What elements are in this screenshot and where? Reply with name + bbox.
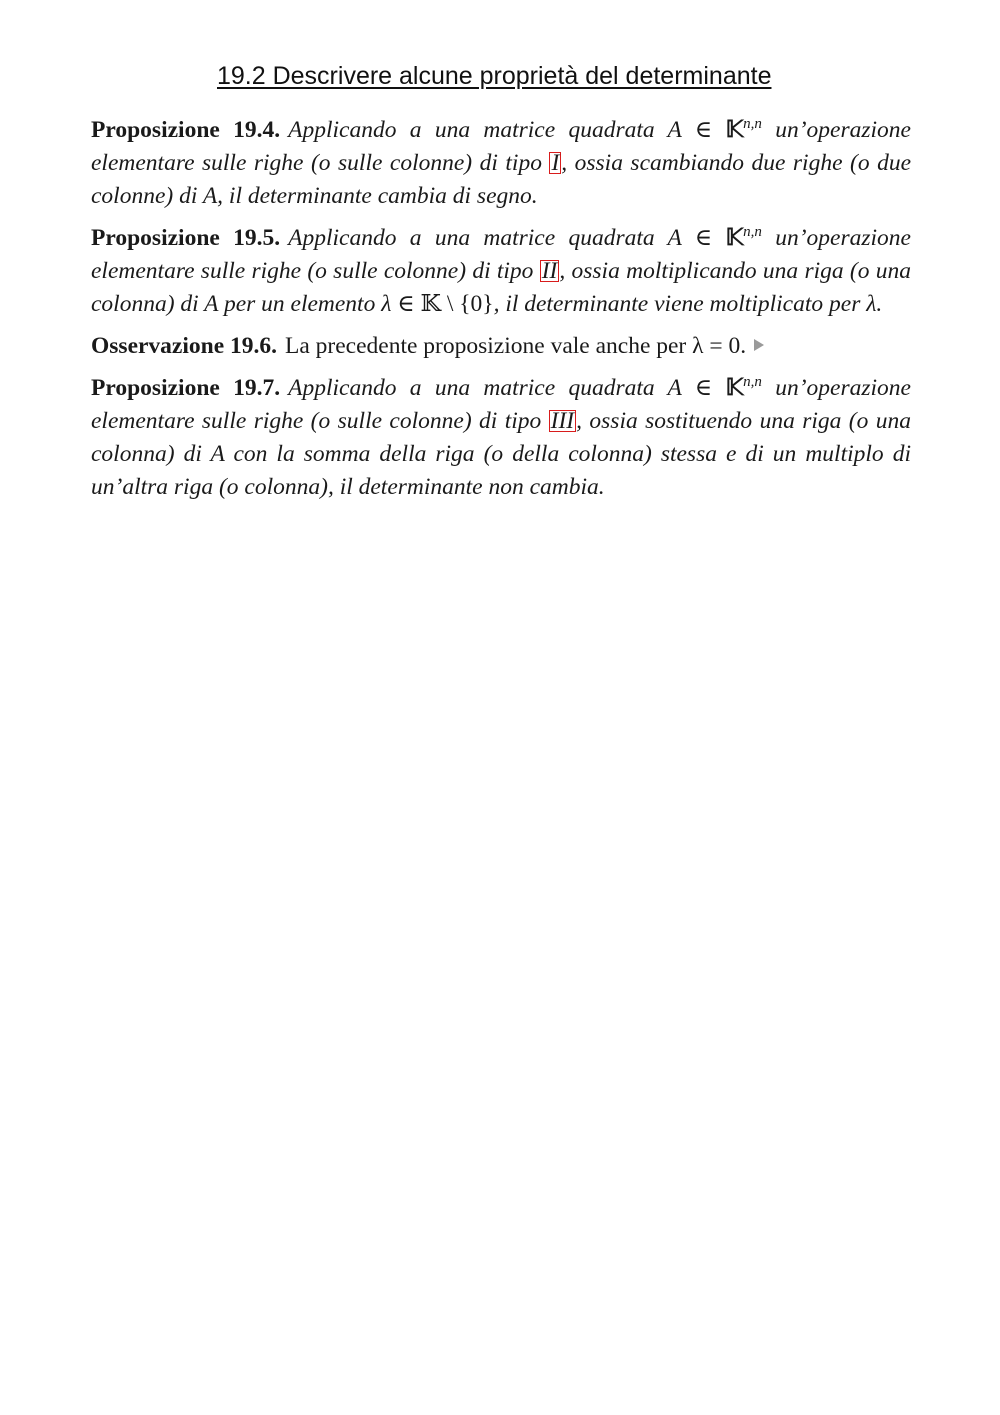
proposition-19-4	[91, 114, 911, 213]
document-body	[91, 114, 911, 513]
math-set-expression: 𝕂 \ {0}	[420, 291, 494, 317]
field-symbol: 𝕂	[725, 225, 744, 251]
proposition-text: , ossia moltiplicando una riga (o una colonna) di A per un elemento λ ∈	[91, 258, 911, 317]
proposition-heading: Proposizione 19.5.	[91, 225, 281, 251]
matrix-exponent: n,n	[743, 224, 762, 240]
proposition-text: Applicando a una matrice quadrata A ∈	[288, 375, 726, 401]
observation-19-6	[91, 330, 911, 363]
proposition-text: , ossia sostituendo una riga (o una colonna) di A con la somma della riga (o della colonna) stessa e di un multiplo di un’altra riga (o colonna), il determinante non cambia.	[91, 408, 911, 500]
observation-heading: Osservazione 19.6.	[91, 333, 278, 359]
proposition-text: Applicando a una matrice quadrata A ∈	[288, 225, 726, 251]
proposition-text: , ossia scambiando due righe (o due colonne) di A, il determinante cambia di segno.	[91, 150, 912, 209]
proposition-text: Applicando a una matrice quadrata A ∈	[288, 117, 726, 143]
proposition-heading: Proposizione 19.7.	[91, 375, 281, 401]
section-title: 19.2 Descrivere alcune proprietà del determinante	[217, 62, 772, 90]
type-reference-link[interactable]: I	[551, 150, 560, 176]
proposition-heading: Proposizione 19.4.	[91, 117, 281, 143]
matrix-exponent: n,n	[743, 116, 762, 132]
proposition-19-7	[91, 372, 911, 504]
proposition-text: un’operazione elementare sulle righe (o sulle colonne) di tipo	[91, 225, 911, 284]
type-reference-link[interactable]: II	[541, 258, 558, 284]
proposition-text: , il determinante viene moltiplicato per λ.	[493, 291, 883, 317]
end-of-remark-icon	[754, 339, 764, 351]
field-symbol: 𝕂	[725, 375, 744, 401]
proposition-19-5	[91, 222, 911, 321]
observation-text: La precedente proposizione vale anche per λ = 0.	[285, 333, 747, 359]
type-reference-link[interactable]: III	[550, 408, 575, 434]
proposition-text: un’operazione elementare sulle righe (o sulle colonne) di tipo	[91, 117, 911, 176]
proposition-text: un’operazione elementare sulle righe (o sulle colonne) di tipo	[91, 375, 911, 434]
field-symbol: 𝕂	[725, 117, 744, 143]
matrix-exponent: n,n	[743, 374, 762, 390]
